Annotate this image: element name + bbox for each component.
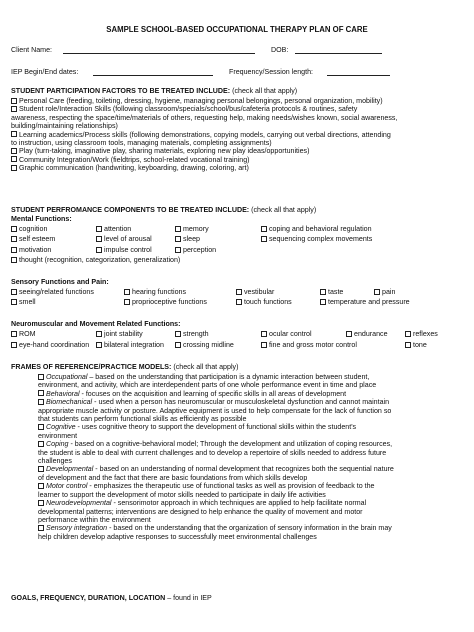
frame-description: the student is able to deal with current challenges and to develop a repertoire of skills needed to address future	[38, 448, 387, 457]
frame-checkbox[interactable]	[38, 500, 44, 506]
neuro-option	[11, 341, 89, 349]
sensory-option	[320, 288, 343, 296]
frame-item	[38, 499, 462, 524]
neuro-option	[96, 330, 143, 338]
frame-checkbox[interactable]	[38, 483, 44, 489]
frame-description: - based on a cognitive-behavioral model; Through the development and utilization of coping resources,	[68, 440, 393, 449]
participation-header	[11, 87, 297, 95]
participation-item	[11, 147, 463, 155]
frame-checkbox[interactable]	[38, 399, 44, 405]
neuro-checkbox[interactable]	[405, 331, 411, 337]
frames-title: FRAMES OF REFERENCE/PRACTICE MODELS:	[11, 363, 172, 371]
sensory-checkbox[interactable]	[236, 299, 242, 305]
neuro-option	[261, 330, 312, 338]
frames-header	[11, 363, 238, 371]
neuro-checkbox[interactable]	[261, 331, 267, 337]
participation-item-text: Student role/Interaction Skills (following classroom/specials/school/bus/cafeteria protocols & routines, safety	[19, 105, 358, 114]
sensory-checkbox[interactable]	[374, 289, 380, 295]
sensory-option-label: vestibular	[244, 288, 275, 296]
participation-item-text: Graphic communication (handwriting, keyboarding, drawing, coloring, art)	[19, 164, 249, 173]
participation-checkbox[interactable]	[11, 131, 17, 137]
mental-checkbox[interactable]	[11, 226, 17, 232]
participation-item-text: Learning academics/Process skills (following demonstrations, copying models, carrying out verbal directions, attending	[19, 130, 391, 139]
frame-item	[38, 440, 462, 465]
mental-option	[175, 246, 216, 254]
neuro-option-label: crossing midline	[183, 341, 234, 349]
sensory-checkbox[interactable]	[236, 289, 242, 295]
participation-checkbox[interactable]	[11, 106, 17, 112]
participation-item	[11, 105, 463, 130]
page-title: SAMPLE SCHOOL-BASED OCCUPATIONAL THERAPY PLAN OF CARE	[106, 25, 368, 34]
mental-option-label: self esteem	[19, 235, 56, 243]
sensory-option	[11, 288, 94, 296]
frame-description: learner to support the development of motor skills needed to participate in daily life activities	[38, 490, 326, 499]
sensory-option-label: temperature and pressure	[328, 298, 410, 306]
neuro-option	[11, 330, 36, 338]
neuro-option	[261, 341, 357, 349]
frame-description: - based on an understanding of normal development that recognizes both the sequential nature	[93, 465, 394, 474]
sensory-option-label: proprioceptive functions	[132, 298, 207, 306]
frequency-field[interactable]	[327, 75, 390, 76]
sensory-option-label: taste	[328, 288, 344, 296]
neuro-option	[346, 330, 388, 338]
sensory-option	[124, 298, 207, 306]
sensory-checkbox[interactable]	[320, 299, 326, 305]
frame-description: of development and the fact that there are basic foundations from which skills develop	[38, 473, 308, 482]
mental-option-label: attention	[104, 225, 132, 233]
frame-description: – based on the understanding that participation is a dynamic interaction between student,	[87, 373, 370, 381]
mental-option	[175, 235, 200, 243]
neuro-checkbox[interactable]	[175, 342, 181, 348]
neuro-option	[96, 341, 164, 349]
sensory-option-label: hearing functions	[132, 288, 187, 296]
participation-checkbox[interactable]	[11, 148, 17, 154]
sensory-option	[11, 298, 36, 306]
mental-option	[11, 225, 47, 233]
participation-item-text: Personal Care (feeding, toileting, dressing, hygiene, managing personal belongings, personal organization, mobility)	[19, 97, 383, 105]
frames-note: (check all that apply)	[171, 363, 239, 371]
frame-checkbox[interactable]	[38, 374, 44, 380]
mental-option	[175, 225, 209, 233]
mental-option-label: thought (recognition, categorization, generalization)	[19, 256, 181, 264]
frame-item	[38, 398, 462, 423]
sensory-option	[124, 288, 186, 296]
sensory-option	[236, 298, 292, 306]
participation-checkbox[interactable]	[11, 165, 17, 171]
mental-checkbox[interactable]	[96, 226, 102, 232]
mental-option-label: cognition	[19, 225, 48, 233]
mental-option	[261, 225, 372, 233]
dob-label: DOB:	[271, 46, 289, 54]
mental-option	[261, 235, 372, 243]
mental-option-label: memory	[183, 225, 209, 233]
neuro-option	[405, 341, 427, 349]
mental-functions-label: Mental Functions:	[11, 215, 72, 223]
frame-description: performance within the environment	[38, 515, 151, 524]
frame-name: Motor control	[46, 482, 88, 491]
frame-description: environment, and activity, which are interdependent parts of one whole performance event in time and place	[38, 381, 377, 390]
participation-item	[11, 131, 463, 148]
sensory-option-label: touch functions	[244, 298, 292, 306]
goals-rest: – found in IEP	[165, 594, 212, 602]
frame-description: developmental patterns; interventions are designed to help enhance the quality of movement and motor	[38, 507, 363, 516]
neuro-option	[175, 330, 209, 338]
mental-option	[96, 246, 152, 254]
neuro-functions-label: Neuromuscular and Movement Related Functions:	[11, 320, 181, 328]
frame-description: - sensorimotor approach in which techniques are applied to help facilitate normal	[111, 499, 367, 508]
frame-item	[38, 390, 462, 398]
neuro-checkbox[interactable]	[175, 331, 181, 337]
participation-item	[11, 97, 463, 105]
frame-name: Developmental	[46, 465, 94, 474]
goals-label: GOALS, FREQUENCY, DURATION, LOCATION	[11, 594, 166, 602]
frame-name: Neurodevelopmental	[46, 499, 112, 508]
mental-checkbox[interactable]	[175, 247, 181, 253]
sensory-option-label: pain	[382, 288, 396, 296]
frame-checkbox[interactable]	[38, 390, 44, 396]
participation-checkbox[interactable]	[11, 98, 17, 104]
frame-description: - emphasizes the therapeutic use of functional tasks as well as provision of feedback to the	[87, 482, 375, 491]
mental-checkbox[interactable]	[175, 226, 181, 232]
neuro-option-label: endurance	[354, 330, 388, 338]
neuro-option-label: joint stability	[104, 330, 143, 338]
frame-name: Biomechanical	[46, 398, 93, 407]
neuro-option-label: eye-hand coordination	[19, 341, 90, 349]
frame-name: Occupational	[46, 373, 88, 381]
mental-option	[11, 256, 180, 264]
neuro-option-label: fine and gross motor control	[269, 341, 357, 349]
frame-description: help children develop adaptive responses to successfully meet environmental challenges	[38, 532, 317, 541]
mental-option-label: sleep	[183, 235, 200, 243]
mental-option-label: perception	[183, 246, 217, 254]
neuro-option-label: reflexes	[413, 330, 438, 338]
participation-item-text: building/maintaining relationships)	[11, 122, 118, 131]
neuro-checkbox[interactable]	[261, 342, 267, 348]
mental-checkbox[interactable]	[11, 247, 17, 253]
neuro-checkbox[interactable]	[405, 342, 411, 348]
neuro-option	[405, 330, 438, 338]
participation-item	[11, 156, 463, 164]
mental-checkbox[interactable]	[11, 257, 17, 263]
goals-line	[11, 594, 212, 602]
frame-description: environment	[38, 431, 78, 440]
frame-description: challenges	[38, 457, 72, 466]
mental-checkbox[interactable]	[261, 226, 267, 232]
mental-option-label: coping and behavioral regulation	[269, 225, 372, 233]
frame-name: Behavioral	[46, 389, 80, 398]
neuro-option-label: ocular control	[269, 330, 312, 338]
sensory-checkbox[interactable]	[11, 299, 17, 305]
performance-header	[11, 206, 316, 214]
mental-option-label: impulse control	[104, 246, 152, 254]
sensory-option	[374, 288, 395, 296]
client-name-field[interactable]	[63, 53, 255, 54]
frame-description: appropriate muscle activity or posture. Adaptive equipment is used to help compensate for the lack of function so	[38, 406, 392, 415]
participation-checkbox[interactable]	[11, 156, 17, 162]
frame-item	[38, 524, 462, 541]
iep-dates-label: IEP Begin/End dates:	[11, 68, 79, 76]
frame-description: - uses cognitive theory to support the development of functional skills within the student's	[75, 423, 357, 432]
frames-list	[38, 373, 462, 541]
frequency-label: Frequency/Session length:	[229, 68, 313, 76]
iep-dates-field[interactable]	[93, 75, 213, 76]
performance-note: (check all that apply)	[249, 206, 317, 214]
mental-option	[96, 225, 131, 233]
neuro-option-label: bilateral integration	[104, 341, 164, 349]
frame-item	[38, 482, 462, 499]
frame-name: Sensory integration	[46, 524, 108, 533]
frame-checkbox[interactable]	[38, 525, 44, 531]
neuro-checkbox[interactable]	[11, 342, 17, 348]
neuro-option-label: tone	[413, 341, 427, 349]
neuro-option-label: strength	[183, 330, 209, 338]
mental-option	[11, 246, 51, 254]
sensory-checkbox[interactable]	[11, 289, 17, 295]
frame-checkbox[interactable]	[38, 466, 44, 472]
performance-title: STUDENT PERFROMANCE COMPONENTS TO BE TREATED INCLUDE:	[11, 206, 250, 214]
client-name-label: Client Name:	[11, 46, 53, 54]
mental-checkbox[interactable]	[261, 236, 267, 242]
dob-field[interactable]	[295, 53, 382, 54]
sensory-checkbox[interactable]	[124, 299, 130, 305]
participation-list	[11, 97, 463, 173]
participation-item	[11, 164, 463, 172]
frame-checkbox[interactable]	[38, 441, 44, 447]
mental-option-label: motivation	[19, 246, 52, 254]
frame-item	[38, 465, 462, 482]
participation-note: (check all that apply)	[230, 87, 298, 95]
frame-name: Coping	[46, 440, 69, 449]
neuro-checkbox[interactable]	[346, 331, 352, 337]
sensory-option-label: smell	[19, 298, 36, 306]
frame-description: - based on the understanding that the organization of sensory information in the brain may	[107, 524, 392, 533]
neuro-checkbox[interactable]	[96, 342, 102, 348]
frame-item	[38, 423, 462, 440]
participation-item-text: to instruction, using classroom tools, managing materials, completing assignments)	[11, 139, 272, 148]
sensory-option	[320, 298, 410, 306]
neuro-option-label: ROM	[19, 330, 36, 338]
frame-item	[38, 373, 462, 390]
mental-option-label: level of arousal	[104, 235, 152, 243]
neuro-option	[175, 341, 234, 349]
participation-item-text: Play (turn-taking, imaginative play, sharing materials, exploring new play ideas/opportunities)	[19, 147, 310, 156]
neuro-checkbox[interactable]	[96, 331, 102, 337]
mental-checkbox[interactable]	[175, 236, 181, 242]
sensory-checkbox[interactable]	[124, 289, 130, 295]
frame-description: - focuses on the acquisition and learning of specific skills in all areas of development	[79, 389, 347, 398]
frame-description: that students can perform functional skills as efficiently as possible	[38, 415, 247, 424]
sensory-functions-label: Sensory Functions and Pain:	[11, 278, 109, 286]
mental-checkbox[interactable]	[96, 247, 102, 253]
neuro-checkbox[interactable]	[11, 331, 17, 337]
mental-checkbox[interactable]	[96, 236, 102, 242]
sensory-option	[236, 288, 274, 296]
participation-title: STUDENT PARTICIPATION FACTORS TO BE TREATED INCLUDE:	[11, 87, 231, 95]
frame-description: - used when a person has neuromuscular or musculoskeletal dysfunction and cannot maintain	[92, 398, 390, 407]
frame-checkbox[interactable]	[38, 424, 44, 430]
frame-name: Cognitive	[46, 423, 76, 432]
mental-option	[11, 235, 55, 243]
mental-checkbox[interactable]	[11, 236, 17, 242]
mental-option	[96, 235, 152, 243]
participation-item-text: awareness, respecting the space/time/materials of others, requesting help, making needs/wishes known, social awareness,	[11, 113, 398, 122]
sensory-checkbox[interactable]	[320, 289, 326, 295]
mental-option-label: sequencing complex movements	[269, 235, 373, 243]
sensory-option-label: seeing/related functions	[19, 288, 94, 296]
participation-item-text: Community Integration/Work (fieldtrips, school-related vocational training)	[19, 155, 250, 164]
